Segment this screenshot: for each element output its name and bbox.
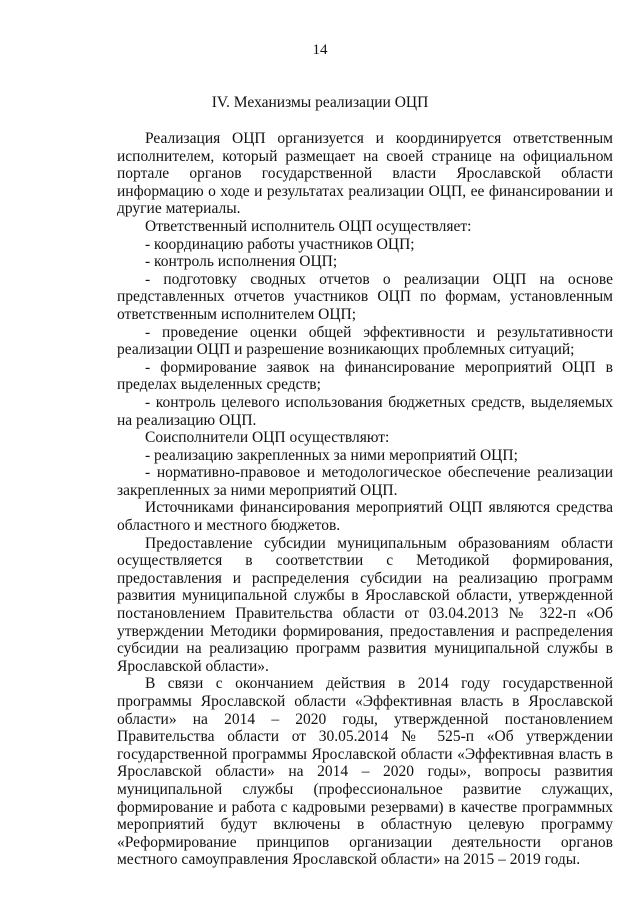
document-body: [117, 130, 613, 869]
list-item: - проведение оценки общей эффективности и результативности реализации ОЦП и разрешение возникающих проблемных ситуаций;: [117, 323, 613, 359]
paragraph: Реализация ОЦП организуется и координируется ответственным исполнителем, который размещает на своей странице на официальном портале органов государственной власти Ярославской области информацию о ходе и результатах реализации ОЦП, ее финансировании и другие материалы.: [117, 130, 613, 218]
paragraph: Предоставление субсидии муниципальным образованиям области осуществляется в соответствии с Методикой формирования, предоставления и распределения субсидии на реализацию программ развития муниципальной службы в Ярославской области, утвержденной постановлением Правительства области от 03.04.2013 № 322-п «Об утверждении Методики формирования, предоставления и распределения субсидии на реализацию программ развития муниципальной службы в Ярославской области».: [117, 534, 613, 675]
paragraph: Источниками финансирования мероприятий ОЦП являются средства областного и местного бюджетов.: [117, 499, 613, 535]
list-item: - подготовку сводных отчетов о реализации ОЦП на основе представленных отчетов участников ОЦП по формам, установленным ответственным исполнителем ОЦП;: [117, 270, 613, 323]
list-item: - формирование заявок на финансирование мероприятий ОЦП в пределах выделенных средств;: [117, 358, 613, 394]
list-item: - реализацию закрепленных за ними мероприятий ОЦП;: [145, 446, 518, 464]
list-item: - нормативно-правовое и методологическое обеспечение реализации закрепленных за ними мероприятий ОЦП.: [117, 464, 613, 499]
paragraph: В связи с окончанием действия в 2014 году государственной программы Ярославской области «Эффективная власть в Ярославской области» на 2014 – 2020 годы, утвержденной постановлением Правительства области от 30.05.2014 № 525-п «Об утверждении государственной программы Ярославской области «Эффективная власть в Ярославской области» на 2014 – 2020 годы», вопросы развития муниципальной службы (профессиональное развитие служащих, формирование и работа с кадровыми резервами) в качестве программных мероприятий будут включены в областную целевую программу «Реформирование принципов организации деятельности органов местного самоуправления Ярославской области» на 2015 – 2019 годы.: [117, 675, 613, 869]
list-item: - контроль целевого использования бюджетных средств, выделяемых на реализацию ОЦП.: [117, 393, 613, 429]
list-item: - координацию работы участников ОЦП;: [145, 235, 415, 253]
paragraph: Соисполнители ОЦП осуществляют:: [145, 429, 390, 447]
list-item: - контроль исполнения ОЦП;: [145, 253, 338, 271]
paragraph: Ответственный исполнитель ОЦП осуществляет:: [145, 217, 472, 235]
section-heading: IV. Механизмы реализации ОЦП: [211, 94, 429, 111]
page-number: 14: [312, 42, 328, 58]
